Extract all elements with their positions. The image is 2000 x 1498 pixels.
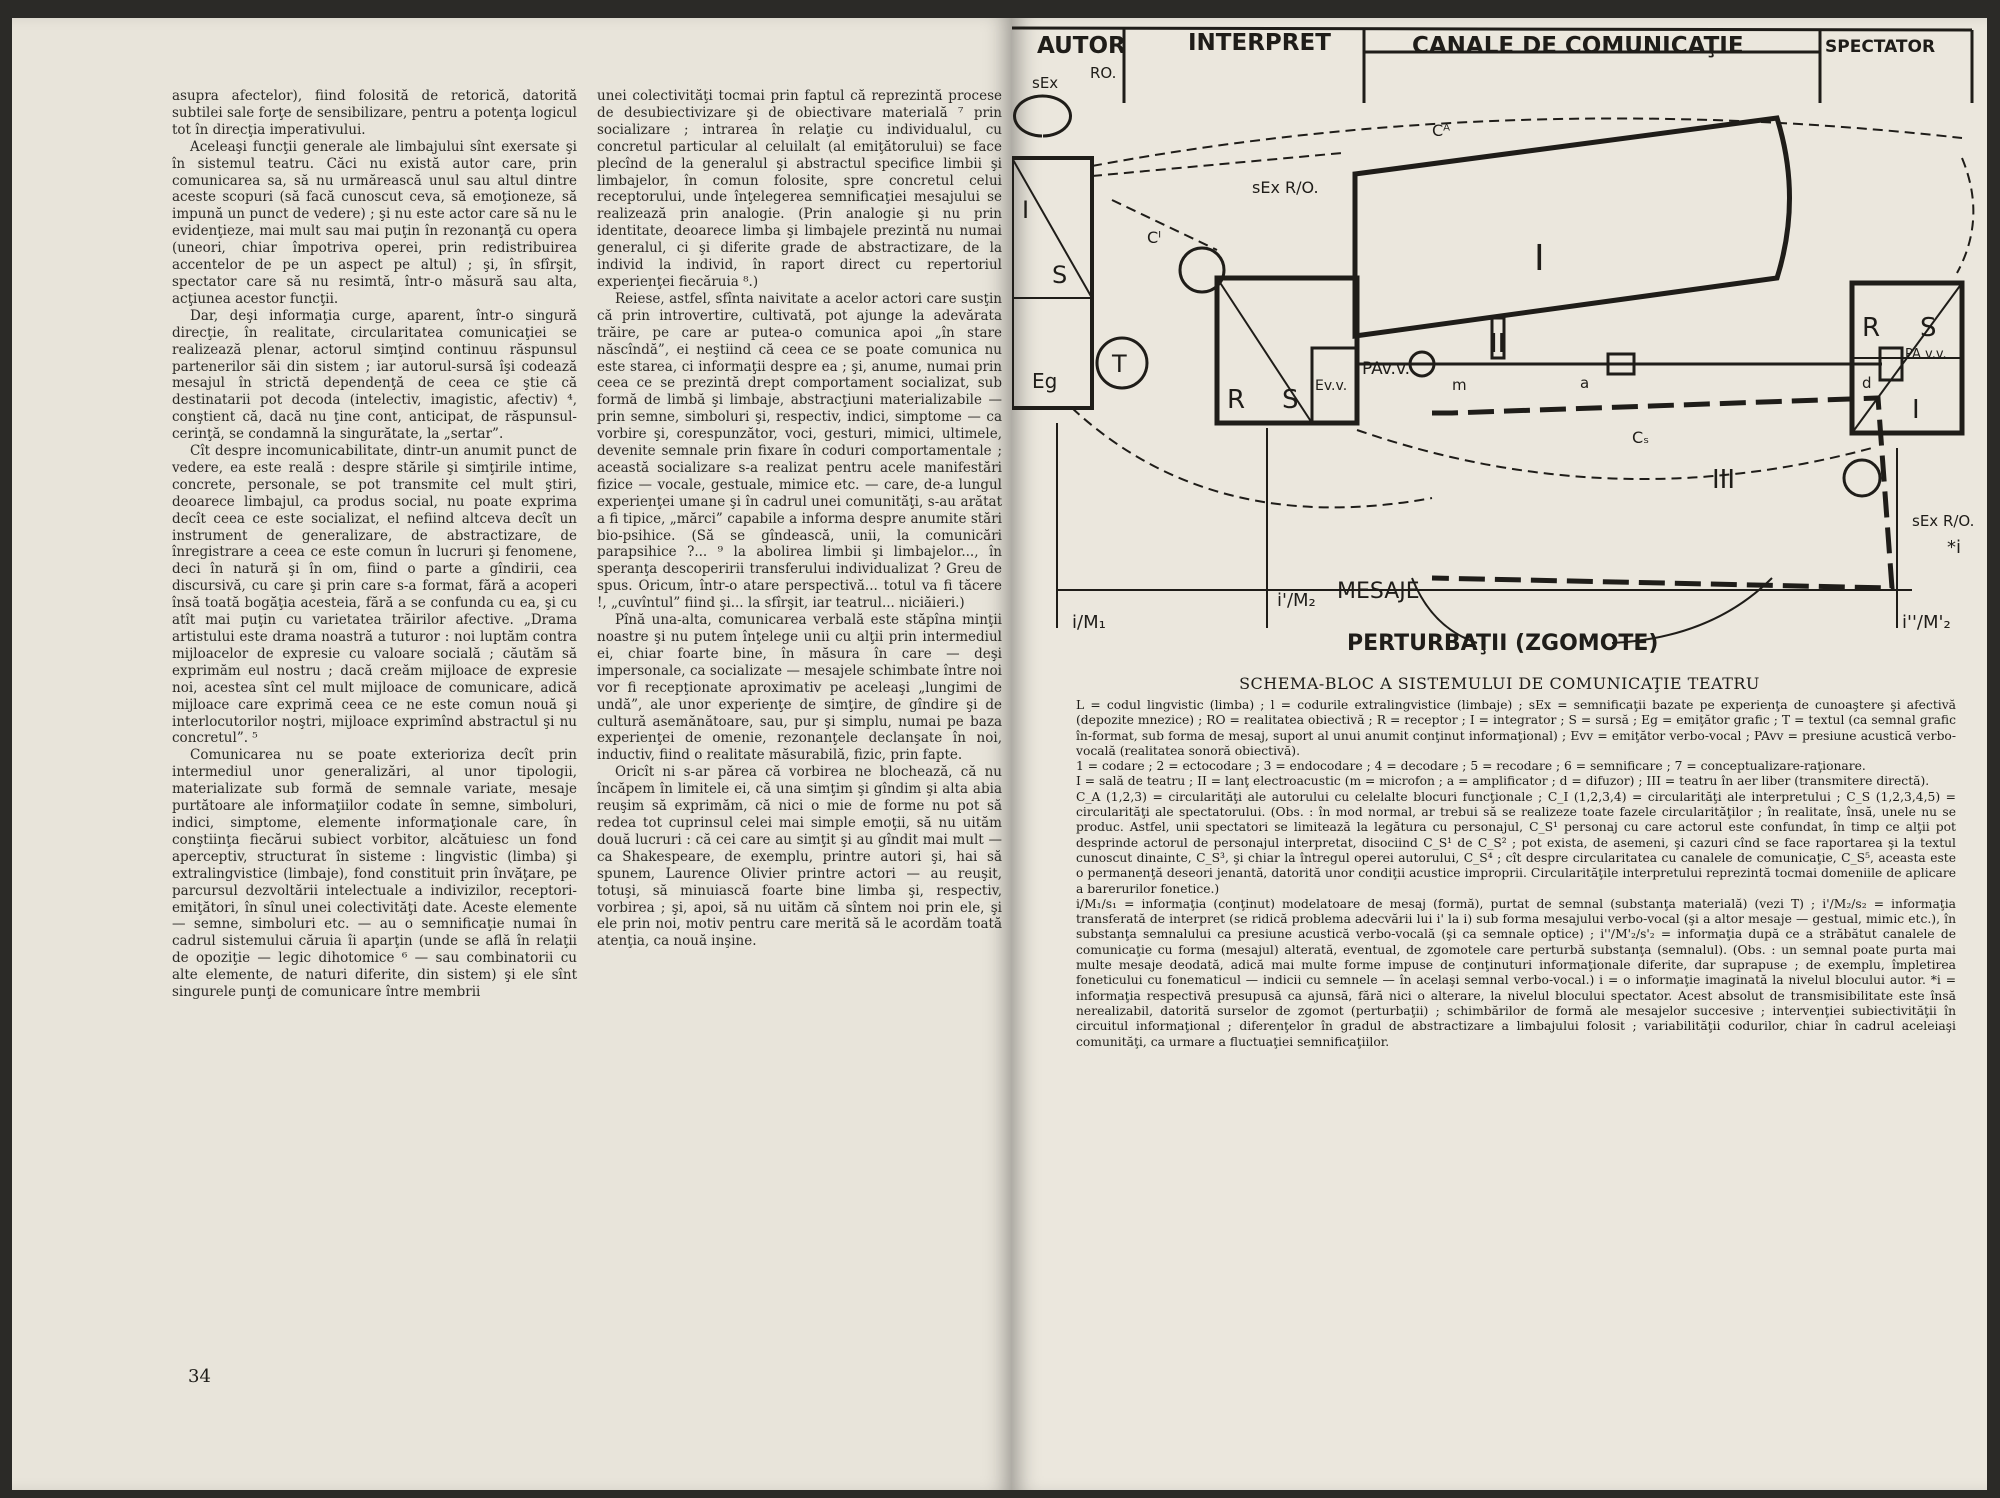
pavv-right: PA v.v. [1905,347,1947,362]
spectator-sex: sEx R/O. [1912,512,1975,530]
perturbatii-label: PERTURBAŢII (ZGOMOTE) [1347,631,1659,656]
i-m1: i/M₁ [1072,612,1106,633]
legend-paragraph: I = sală de teatru ; II = lanţ electroacustic (m = microfon ; a = amplificator ; d = difuzor) ; III = teatru în aer liber (transmitere directă). [1076,774,1930,789]
interpreter-block [1180,248,1357,423]
interpreter-s: S [1282,385,1299,415]
amp-a: a [1580,374,1590,392]
right-page [1012,18,1987,1490]
page-number: 34 [188,1366,211,1387]
speaker-d: d [1862,374,1872,392]
pavv-left: PAv.v. [1362,359,1411,379]
communication-block-diagram [1012,18,1987,668]
legend-paragraph: i/M₁/s₁ = informaţia (conţinut) modelatoare de mesaj (formă), purtat de semnal (substanţa materială) (vezi T) ; i'/M₂/s₂ = informaţia transferată de interpret (se ridică problema adecvării lui i' la i) sub forma mesajului verbo-vocal (şi a altor mesaje — gestual, mimic etc.), în substanţa semnalului ca presiune acustică verbo-vocală (şi ca semnale optice) ; i''/M'₂/s'₂ = informaţia după ce a străbătut canalele de comunicaţie cu forma (mesajul) alterată, eventual, de zgomotele care perturbă substanţa (semnalul). (Obs. : un semnal poate purta mai multe mesaje deodată, adică mai multe forme impuse de conţinuturi informaţionale diferite, dar suprapuse ; de exemplu, împletirea foneticului cu fonematicul — indicii cu semnele — în acelaşi semnal verbo-vocal.) i = o informaţie imaginată la nivelul blocului autor. *i = informaţia respectivă presupusă ca ajunsă, fără nici o alterare, la nivelul blocului spectator. Acest absolut de transmisibilitate este însă nerealizabil, datorită surselor de zgomot (perturbaţii) ; schimbărilor de formă ale mesajelor succesive ; intervenţiei subiectivităţii în circuitul informaţional ; diferenţelor în gradul de abstractizare a limbajului folosit ; variabilităţii codurilor, chiar în cadrul aceleiaşi comunităţi, ca urmare a fluctuaţiei semnificaţiilor. [1076,896,1956,1049]
spectator-star-i: *i [1947,537,1962,558]
label-sex-ro-author: sEx [1032,74,1059,92]
text-t: T [1112,350,1127,378]
spectator-r: R [1862,313,1881,343]
paragraph: Oricît ni s-ar părea că vorbirea ne blochează, că nu încăpem în limitele ei, că una simţim şi gîndim şi alta abia reuşim să exprimăm, că nici o mie de forme nu pot să redea tot cuprinsul celei mai simple emoţii, să nu uităm două lucruri : că cei care au simţit şi au gîndit mai mult — ca Shakespeare, de exemplu, printre autori şi, hai să spunem, Laurence Olivier printre actori — au reuşit, totuşi, să minuiască foarte bine limba şi, respectiv, vorbirea ; şi, apoi, să nu uităm că sîntem noi prin ele, şi ele prin noi, motiv pentru care merită să le acordăm toată atenţia, ca nouă inşine. [597,764,1002,950]
message-lines [1057,423,1912,643]
paragraph: Comunicarea nu se poate exterioriza decît prin intermediul unor generalizări, al unor tipologii, materializate sub formă de semnale variate, mesaje purtătoare ale informaţiilor codate în semne, simboluri, indici, simptome, elemente informaţionale care, în conştiinţa fiecărui subiect vorbitor, alcătuiesc un fond aperceptiv, structurat în sisteme : lingvistic (limba) şi extralingvistice (limbaje), fond constituit prin învăţare, pe parcursul dezvoltării intelectuale a indivizilor, receptori-emiţători, în sînul unei colectivităţi date. Aceste elemente — semne, simboluri etc. — au o semnificaţie numai în cadrul sistemului căruia îi aparţin (unde se află în relaţii de opoziţie — legic dihotomice ⁶ — sau combinatorii cu alte elemente, de naturi diferite, din sistem) şi ele sînt singurele punţi de comunicare între membrii [172,747,577,1001]
paragraph: asupra afectelor), fiind folosită de retorică, datorită subtilei sale forţe de sensibilizare, pentru a potenţa logicul tot în direcţia imperativului. [172,88,577,138]
paragraph: Aceleaşi funcţii generale ale limbajului sînt exersate şi în sistemul teatru. Căci nu există autor care, prin comunicarea sa, să nu urmărească unul sau altul dintre aceste scopuri (să facă cunoscut ceva, să emoţioneze, să impună un punct de vedere) ; şi nu este actor care să nu le evidenţieze, mai mult sau mai puţin în rezonanţă cu opera (uneori, chiar împotriva operei, prin redistribuirea accentelor de pe un aspect pe altul) ; şi, în sfîrşit, spectator care să nu resimtă, într-o măsură sau alta, acţiunea acestor funcţii. [172,138,577,307]
label-ro-author: RO. [1090,64,1117,82]
channel-ii: II [1490,329,1506,359]
header-interpret: INTERPRET [1188,30,1331,56]
diagram-caption: SCHEMA-BLOC A SISTEMULUI DE COMUNICAŢIE TEATRU [1239,674,1760,693]
paragraph: Reiese, astfel, sfînta naivitate a acelor actori care susţin că prin introvertire, cultivată, pot ajunge la adevărata trăire, pe care ar putea-o comunica apoi „în stare născîndă”, ei neştiind că ceea ce se poate comunica nu este starea, ci informaţii despre ea ; şi, anume, numai prin ceea ce se prezintă drept comportament socializat, sub formă de limbă şi limbaje, abstracţiuni materializabile — prin semne, simboluri şi, respectiv, indici, simptome — ca vorbire şi, corespunzător, voci, gesturi, mimici, ultimele, devenite semnale prin fixare în coduri comportamentale ; această socializare s-a realizat pentru acele manifestări fizice — vocale, gestuale, mimice etc. — care, de-a lungul experienţei umane şi în cadrul unei comunităţi, s-au arătat a fi tipice, „mărci” capabile a informa despre anumite stări bio-psihice. (Să se gîndească, unii, la comunicări parapsihice ?... ⁹ la abolirea limbii şi limbajelor..., în speranţa descoperirii transferului individualizat ? Greu de spus. Oricum, într-o atare perspectivă... totul va fi tăcere !, „cuvîntul” fiind şi... la sfîrşit, iar teatrul... niciăieri.) [597,290,1002,612]
author-eg: Eg [1032,369,1058,393]
ci-label: Cᴵ [1147,228,1162,247]
legend-paragraph: L = codul lingvistic (limba) ; l = codurile extralingvistice (limbaje) ; sEx = semnificaţii bazate pe experienţa de cunoaştere şi afectivă (depozite mnezice) ; RO = realitatea obiectivă ; R = receptor ; I = integrator ; S = sursă ; Eg = emiţător grafic ; T = textul (ca semnal grafic în-format, sub forma de mesaj, suport al unui anumit conţinut informaţional) ; Evv = emiţător verbo-vocal ; PAvv = presiune acustică verbo-vocală (realitatea sonoră obiectivă). [1076,698,1956,758]
spectator-s: S [1920,313,1937,343]
interpreter-evv: Ev.v. [1315,378,1348,394]
author-s: S [1052,261,1068,289]
legend-paragraph: C_A (1,2,3) = circularităţi ale autorului cu celelalte blocuri funcţionale ; C_I (1,2,3,4) = circularităţi ale interpretului ; C_S (1,2,3,4,5) = circularităţi ale spectatorului. (Obs. : în mod normal, ar trebui să se realizeze toate fazele circularităţilor ; în realitate, însă, unele nu se produc. Astfel, unii spectatori se limitează la legătura cu personajul, C_S¹ personaj cu care actorul este confundat, în timp ce alţii pot desprinde actorul de personajul interpretat, disociind C_S¹ de C_S² ; pot exista, de asemeni, şi cazuri cînd se face raportarea şi la textul cunoscut dinainte, C_S³, şi chiar la întregul operei autorului, C_S⁴ ; cît despre circularitatea cu canalele de comunicaţie, C_S⁵, aceasta este o permanenţă deseori jenantă, datorită unor condiţii acustice improprii. Circularităţile interpretului reprezintă tocmai domeniile de aplicare a barerurilor fonetice.) [1076,789,1956,896]
channel-iii: III [1712,465,1736,495]
header-autor: AUTOR [1037,33,1126,59]
author-block [1012,96,1092,408]
author-i: I [1022,196,1030,224]
channel-i: I [1534,238,1545,279]
spectator-i: I [1912,395,1920,425]
header-canale: CANALE DE COMUNICAŢIE [1412,33,1744,59]
left-column-1 [172,88,577,1001]
cs-label: Cₛ [1632,428,1650,447]
electroacoustic-chain [1357,318,1902,380]
mesaje-label: MESAJE [1337,579,1420,604]
legend-paragraph: 1 = codare ; 2 = ectocodare ; 3 = endocodare ; 4 = decodare ; 5 = recodare ; 6 = semnificare ; 7 = conceptualizare-raţionare. [1076,759,1866,774]
ca-label: Cᴬ [1432,121,1451,140]
interpreter-sex-ro: sEx R/O. [1252,178,1319,197]
i-m2-prime: i''/M'₂ [1902,612,1951,633]
left-column-2 [597,88,1002,950]
diagram-legend [1076,698,1956,1050]
paragraph: Dar, deşi informaţia curge, aparent, într-o singură direcţie, în realitate, circularitatea comunicaţiei se realizează plenar, actorul simţind continuu răspunsul partenerilor săi din sistem ; iar autorul-sursă îşi codează mesajul în strictă dependenţă de ceea ce ştie că destinatarii pot decoda (intelectiv, imagistic, afectiv) ⁴, conştient că, dacă nu ţine cont, anticipat, de răspunsul-cerinţă, se condamnă la singurătate, la „sertar”. [172,307,577,443]
left-page [12,18,1012,1490]
paragraph: Pînă una-alta, comunicarea verbală este stăpîna minţii noastre şi nu putem înţelege unii cu alţii prin intermediul ei, chiar foarte bine, în măsura în care — deşi impersonale, ca socializate — mesajele schimbate între noi vor fi recepţionate aproximativ pe aceleaşi „lungimi de undă”, ale unor experienţe de simţire, de gîndire şi de cultură asemănătoare, sau, pur şi simplu, numai pe baza experienţei de omenie, rezonanţele declanşate în noi, inductiv, fiind o realitate măsurabilă, fizic, prin fapte. [597,612,1002,764]
open-air-block [1432,398,1892,588]
header-spectator: SPECTATOR [1825,37,1936,57]
paragraph: unei colectivităţi tocmai prin faptul că reprezintă procese de desubiectivizare şi de obiectivare materială ⁷ prin socializare ; intrarea în relaţie cu individualul, cu concretul particular al celuilalt (al emiţătorului) se face plecînd de la generalul şi abstractul specifice limbii şi limbajelor, în comun folosite, spre concretul celui receptorului, unde înţelegerea semnificaţiei mesajului se realizează prin analogie. (Prin analogie şi nu prin identitate, deoarece limba şi limbajele prezintă nu numai generalul, ci şi diferite grade de abstractizare, de la individ la individ, în raport direct cu repertoriul experienţei fiecăruia ⁸.) [597,88,1002,290]
interpreter-r: R [1227,385,1246,415]
theatre-hall-block [1355,118,1790,336]
mic-m: m [1452,376,1467,394]
paragraph: Cît despre incomunicabilitate, dintr-un anumit punct de vedere, ea este reală : despre stările şi simţirile intime, concrete, personale, se pot transmite cel mult ştiri, deoarece limbajul, ca produs social, nu poate exprima decît ceea ce este socializat, el nefiind altceva decît un instrument de generalizare, de abstractizare, de înregistrare a ceea ce este comun în lucruri şi fenomene, deci în natură şi în om, fiind o parte a gîndirii, cea discursivă, cu care şi prin care s-a format, fără a acoperi însă toată bogăţia acesteia, fără a se confunda cu ea, şi cu atît mai puţin cu varietatea trăirilor afective. „Drama artistului este drama noastră a tuturor : noi luptăm contra mijloacelor de expresie cu valoare socială ; căutăm să exprimăm eul nostru ; dacă creăm mijloace de expresie noi, acestea sînt cel mult mijloace de comunicare, adică mijloace care exprimă ceea ce ne este comun nouă şi interlocutorilor noştri, mijloace exprimînd abstractul şi nu concretul”. ⁵ [172,443,577,747]
i-m2: i'/M₂ [1277,590,1316,611]
